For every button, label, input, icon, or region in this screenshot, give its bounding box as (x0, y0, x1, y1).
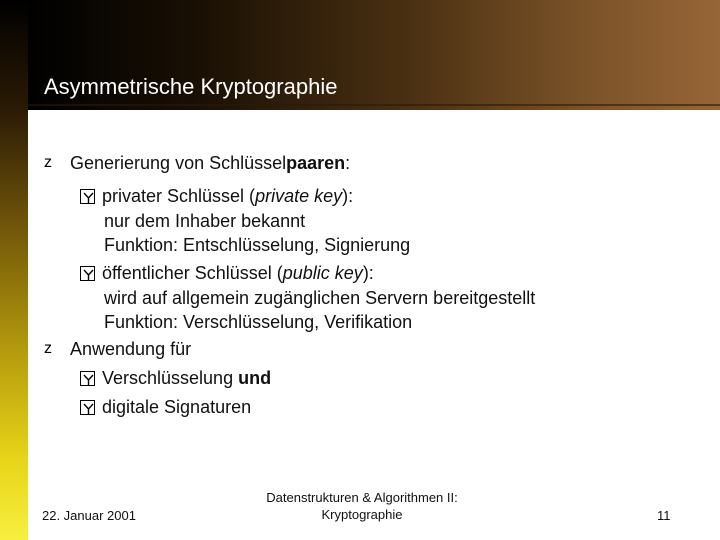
bullet-verschluesselung (102, 367, 271, 389)
bullet-italic-text: private key (255, 186, 343, 206)
checkbox-y-bullet-icon (80, 371, 95, 386)
footer-page-number: 11 (657, 508, 671, 523)
bullet-text: Generierung von Schlüssel (70, 153, 287, 173)
bullet-private-key-detail-1: nur dem Inhaber bekannt (104, 211, 306, 231)
checkbox-y-bullet-icon (80, 400, 95, 415)
bullet-public-key-detail-2: Funktion: Verschlüsselung, Verifikation (104, 312, 413, 332)
footer-course-line2: Kryptographie (321, 507, 403, 522)
bullet-text: privater Schlüssel ( (102, 186, 256, 206)
bullet-anwendung: Anwendung für (70, 339, 192, 359)
bullet-digitale-signaturen: digitale Signaturen (102, 397, 252, 417)
footer-date: 22. Januar 2001 (42, 508, 136, 523)
bullet-italic-text: public key (282, 263, 363, 283)
footer-course (240, 489, 484, 523)
bullet-private-key (102, 185, 353, 207)
bullet-bold-text: paaren (286, 153, 346, 173)
bullet-text: : (345, 153, 351, 173)
bullet-text: ): (342, 186, 354, 206)
bullet-public-key (102, 262, 374, 284)
bullet-public-key-detail-1: wird auf allgemein zugänglichen Servern bereitgestellt (104, 288, 536, 308)
checkbox-y-bullet-icon (80, 189, 95, 204)
footer-course-line1: Datenstrukturen & Algorithmen II: (266, 490, 458, 505)
bullet-bold-text: und (238, 368, 272, 388)
z-bullet-icon: z (44, 154, 52, 171)
bullet-private-key-detail-2: Funktion: Entschlüsselung, Signierung (104, 235, 411, 255)
slide-title: Asymmetrische Kryptographie (44, 74, 338, 99)
z-bullet-icon: z (44, 340, 52, 357)
bullet-text: öffentlicher Schlüssel ( (102, 263, 283, 283)
bullet-text: ): (362, 263, 374, 283)
checkbox-y-bullet-icon (80, 266, 95, 281)
bullet-generierung (70, 152, 350, 174)
bullet-text: Verschlüsselung (102, 368, 239, 388)
